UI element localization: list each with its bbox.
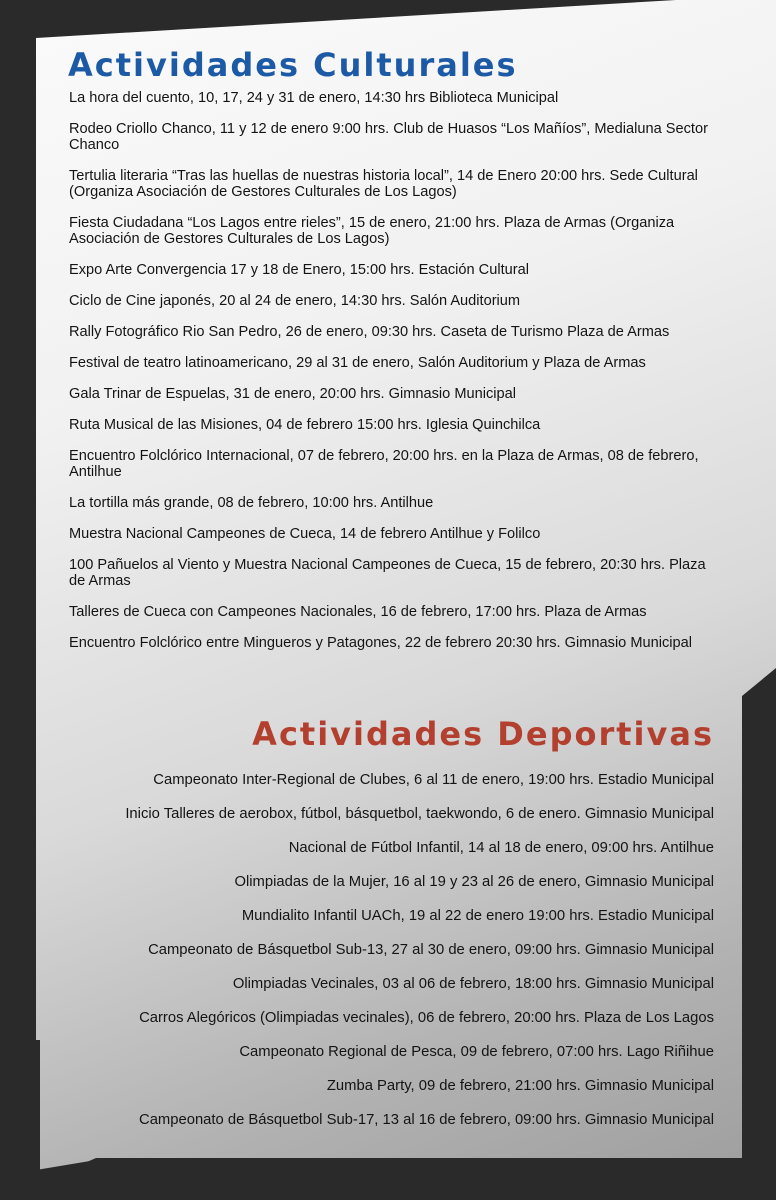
frame-bottom-band — [0, 1158, 776, 1200]
cultural-activity-item: Tertulia literaria “Tras las huellas de nuestras historia local”, 14 de Enero 20:00 hrs. Sede Cultural (Organiza Asociación de Gestores Culturales de Los Lagos) — [69, 168, 698, 200]
cultural-activity-item: Rodeo Criollo Chanco, 11 y 12 de enero 9:00 hrs. Club de Huasos “Los Mañíos”, Medialuna Sector Chanco — [69, 121, 708, 153]
sports-activity-item: Nacional de Fútbol Infantil, 14 al 18 de enero, 09:00 hrs. Antilhue — [288, 840, 714, 856]
cultural-activity-item: Encuentro Folclórico Internacional, 07 de febrero, 20:00 hrs. en la Plaza de Armas, 08 de febrero, Antilhue — [69, 448, 699, 480]
sports-activity-item: Carros Alegóricos (Olimpiadas vecinales), 06 de febrero, 20:00 hrs. Plaza de Los Lagos — [139, 1010, 714, 1026]
cultural-activity-item: La tortilla más grande, 08 de febrero, 10:00 hrs. Antilhue — [69, 495, 434, 511]
cultural-activity-item: Ciclo de Cine japonés, 20 al 24 de enero, 14:30 hrs. Salón Auditorium — [69, 293, 521, 309]
cultural-activity-item: 100 Pañuelos al Viento y Muestra Nacional Campeones de Cueca, 15 de febrero, 20:30 hrs. Plaza de Armas — [69, 557, 706, 589]
cultural-activity-item: Rally Fotográfico Rio San Pedro, 26 de enero, 09:30 hrs. Caseta de Turismo Plaza de Armas — [69, 324, 670, 340]
cultural-activities-title: Actividades Culturales — [68, 46, 518, 84]
cultural-activities-list — [69, 90, 719, 666]
cultural-activity-item: Ruta Musical de las Misiones, 04 de febrero 15:00 hrs. Iglesia Quinchilca — [69, 417, 541, 433]
cultural-activity-item: Expo Arte Convergencia 17 y 18 de Enero, 15:00 hrs. Estación Cultural — [69, 262, 529, 278]
cultural-activity-item: La hora del cuento, 10, 17, 24 y 31 de enero, 14:30 hrs Biblioteca Municipal — [69, 90, 559, 106]
cultural-activity-item: Fiesta Ciudadana “Los Lagos entre rieles”, 15 de enero, 21:00 hrs. Plaza de Armas (Organiza Asociación de Gestores Culturales de Los Lagos) — [69, 215, 675, 247]
sports-activities-list — [34, 771, 714, 1145]
sports-activity-item: Campeonato Regional de Pesca, 09 de febrero, 07:00 hrs. Lago Riñihue — [239, 1044, 714, 1060]
cultural-activity-item: Muestra Nacional Campeones de Cueca, 14 de febrero Antilhue y Folilco — [69, 526, 541, 542]
cultural-activity-item: Festival de teatro latinoamericano, 29 al 31 de enero, Salón Auditorium y Plaza de Armas — [69, 355, 646, 371]
cultural-activity-item: Talleres de Cueca con Campeones Nacionales, 16 de febrero, 17:00 hrs. Plaza de Armas — [69, 604, 647, 620]
frame-right-block — [742, 668, 776, 1200]
sports-activity-item: Olimpiadas Vecinales, 03 al 06 de febrero, 18:00 hrs. Gimnasio Municipal — [232, 976, 714, 992]
sports-activities-title: Actividades Deportivas — [252, 715, 714, 753]
sports-activity-item: Olimpiadas de la Mujer, 16 al 19 y 23 al 26 de enero, Gimnasio Municipal — [234, 874, 714, 890]
sports-activity-item: Campeonato Inter-Regional de Clubes, 6 al 11 de enero, 19:00 hrs. Estadio Municipal — [153, 772, 714, 788]
sports-activity-item: Campeonato de Básquetbol Sub-13, 27 al 30 de enero, 09:00 hrs. Gimnasio Municipal — [148, 942, 714, 958]
sports-activity-item: Mundialito Infantil UACh, 19 al 22 de enero 19:00 hrs. Estadio Municipal — [241, 908, 714, 924]
sports-activity-item: Campeonato de Básquetbol Sub-17, 13 al 16 de febrero, 09:00 hrs. Gimnasio Municipal — [139, 1112, 714, 1128]
cultural-activity-item: Encuentro Folclórico entre Mingueros y Patagones, 22 de febrero 20:30 hrs. Gimnasio Municipal — [69, 635, 692, 651]
sports-activity-item: Zumba Party, 09 de febrero, 21:00 hrs. Gimnasio Municipal — [326, 1078, 714, 1094]
cultural-activity-item: Gala Trinar de Espuelas, 31 de enero, 20:00 hrs. Gimnasio Municipal — [69, 386, 516, 402]
sports-activity-item: Inicio Talleres de aerobox, fútbol, básquetbol, taekwondo, 6 de enero. Gimnasio Municipal — [125, 806, 714, 822]
